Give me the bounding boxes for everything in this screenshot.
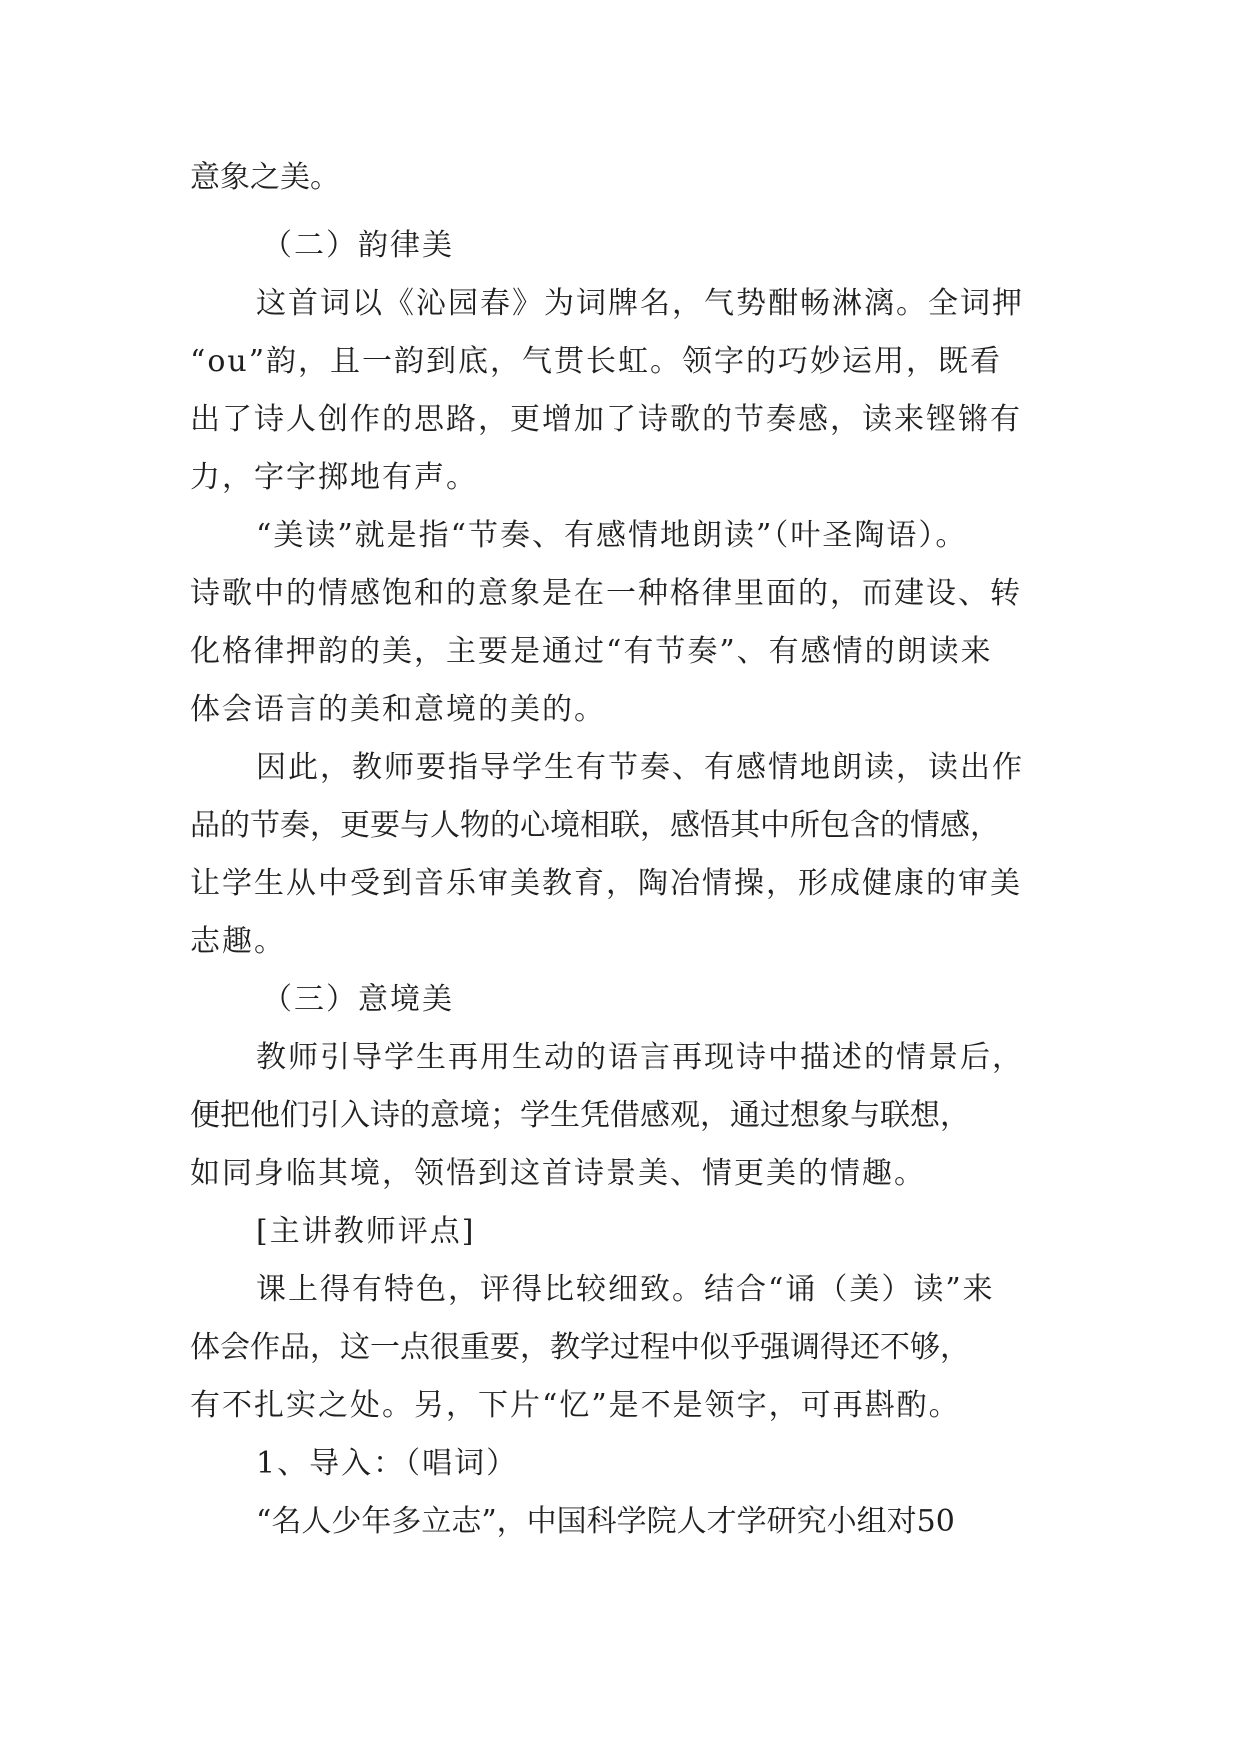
section-heading: （二）韵律美 [262, 228, 454, 263]
text-line: 意象之美。 [190, 160, 340, 195]
comment-heading: [主讲教师评点] [256, 1214, 476, 1249]
text-line: 让学生从中受到音乐审美教育，陶冶情操，形成健康的审美 [190, 866, 1022, 901]
section-heading: （三）意境美 [262, 982, 454, 1017]
text-line: 力，字字掷地有声。 [190, 460, 478, 495]
text-line: 诗歌中的情感饱和的意象是在一种格律里面的，而建设、转 [190, 576, 1022, 611]
text-line: 因此，教师要指导学生有节奏、有感情地朗读，读出作 [256, 750, 1024, 785]
text-line: “ou”韵，且一韵到底，气贯长虹。领字的巧妙运用，既看 [190, 344, 1003, 379]
text-line: 体会作品，这一点很重要，教学过程中似乎强调得还不够， [190, 1330, 970, 1365]
list-item-heading: 1、导入：（唱词） [256, 1446, 519, 1481]
text-line: 如同身临其境，领悟到这首诗景美、情更美的情趣。 [190, 1156, 926, 1191]
text-line: 志趣。 [190, 924, 286, 959]
text-line: 这首词以《沁园春》为词牌名，气势酣畅淋漓。全词押 [256, 286, 1024, 321]
text-line: 体会语言的美和意境的美的。 [190, 692, 606, 727]
text-line: 品的节奏，更要与人物的心境相联，感悟其中所包含的情感， [190, 808, 1000, 843]
text-line: “名人少年多立志”，中国科学院人才学研究小组对50 [256, 1504, 955, 1539]
text-line: 化格律押韵的美，主要是通过“有节奏”、有感情的朗读来 [190, 634, 993, 669]
text-line: 课上得有特色，评得比较细致。结合“诵（美）读”来 [256, 1272, 995, 1307]
text-line: 教师引导学生再用生动的语言再现诗中描述的情景后， [256, 1040, 1024, 1075]
text-line: 出了诗人创作的思路，更增加了诗歌的节奏感，读来铿锵有 [190, 402, 1022, 437]
text-line: 有不扎实之处。另，下片“忆”是不是领字，可再斟酌。 [190, 1388, 961, 1423]
text-line: 便把他们引入诗的意境；学生凭借感观，通过想象与联想， [190, 1098, 970, 1133]
text-line: “美读”就是指“节奏、有感情地朗读”（叶圣陶语）。 [256, 518, 968, 553]
